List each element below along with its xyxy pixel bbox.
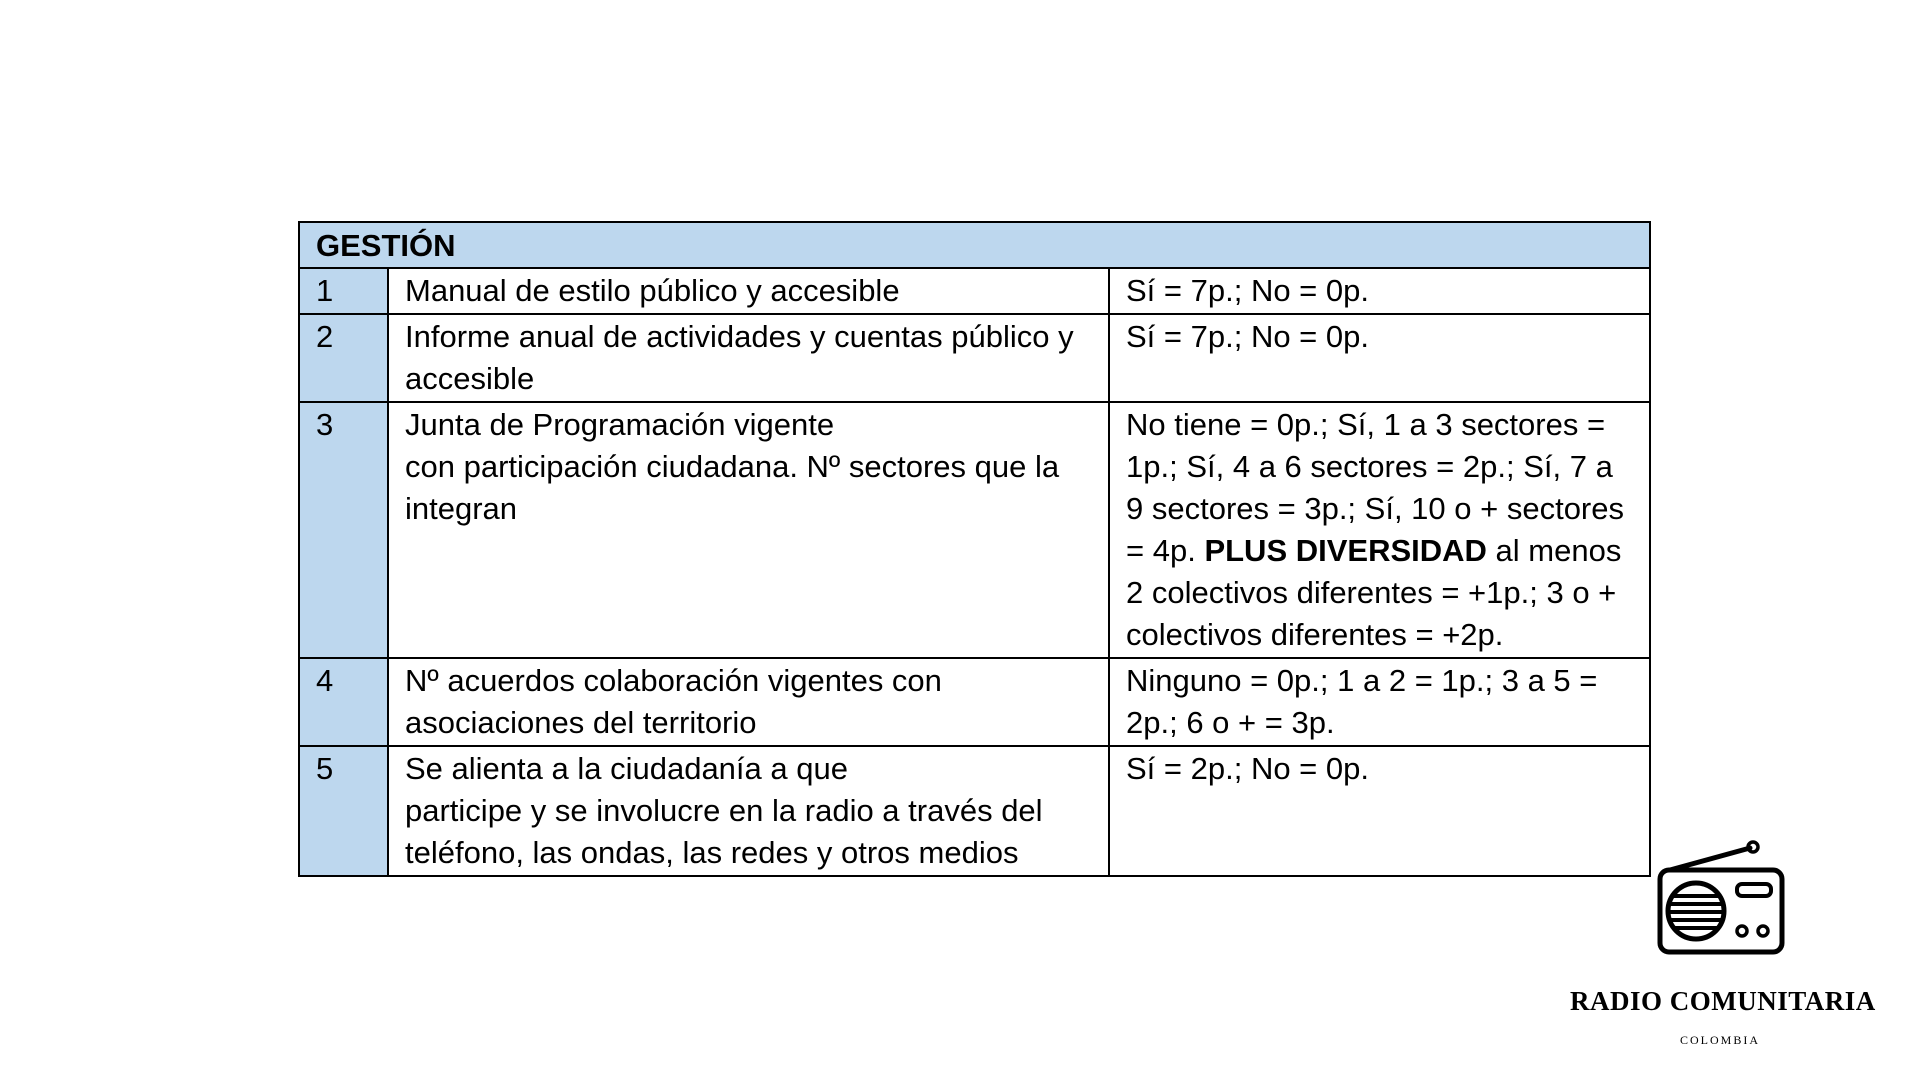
- score-text: al menos 2 colectivos diferentes = +1p.; 3 o + colectivos diferentes = +2p.: [1126, 533, 1622, 652]
- criterion-cell: [388, 402, 1109, 658]
- table-row: [299, 402, 1650, 658]
- table-header-row: [299, 222, 1650, 268]
- plus-diversidad-label: PLUS DIVERSIDAD: [1204, 533, 1487, 568]
- criterion-cell: Manual de estilo público y accesible: [388, 268, 1109, 314]
- criterion-cell: [388, 746, 1109, 876]
- criterion-line: participe y se involucre en la radio a través del teléfono, las ondas, las redes y otros medios: [405, 793, 1043, 870]
- score-text: No tiene = 0p.; Sí, 1 a 3 sectores = 1p.; Sí, 4 a 6 sectores = 2p.; Sí, 7 a 9 sectores = 3p.; Sí, 10 o + sectores = 4p.: [1126, 407, 1624, 568]
- logo-title: RADIO COMUNITARIA: [1570, 986, 1876, 1016]
- score-cell: Ninguno = 0p.; 1 a 2 = 1p.; 3 a 5 = 2p.; 6 o + = 3p.: [1109, 658, 1650, 746]
- table-row: [299, 314, 1650, 402]
- radio-comunitaria-logo: [1570, 840, 1876, 1048]
- logo-subtitle: COLOMBIA: [1679, 1033, 1760, 1047]
- criterion-cell: Informe anual de actividades y cuentas público y accesible: [388, 314, 1109, 402]
- radio-icon: [1650, 840, 1790, 960]
- criterion-line: Se alienta a la ciudadanía a que: [405, 751, 848, 786]
- score-cell: Sí = 2p.; No = 0p.: [1109, 746, 1650, 876]
- criterion-line: con participación ciudadana. Nº sectores que la integran: [405, 449, 1060, 526]
- table-header: GESTIÓN: [299, 222, 1650, 268]
- criterion-line: Junta de Programación vigente: [405, 407, 835, 442]
- score-cell: [1109, 402, 1650, 658]
- gestion-table: [298, 221, 1651, 877]
- row-number: 5: [299, 746, 388, 876]
- table-row: [299, 268, 1650, 314]
- row-number: 2: [299, 314, 388, 402]
- criterion-cell: Nº acuerdos colaboración vigentes con asociaciones del territorio: [388, 658, 1109, 746]
- row-number: 3: [299, 402, 388, 658]
- table-row: [299, 746, 1650, 876]
- row-number: 4: [299, 658, 388, 746]
- score-cell: Sí = 7p.; No = 0p.: [1109, 314, 1650, 402]
- row-number: 1: [299, 268, 388, 314]
- score-cell: Sí = 7p.; No = 0p.: [1109, 268, 1650, 314]
- table-row: [299, 658, 1650, 746]
